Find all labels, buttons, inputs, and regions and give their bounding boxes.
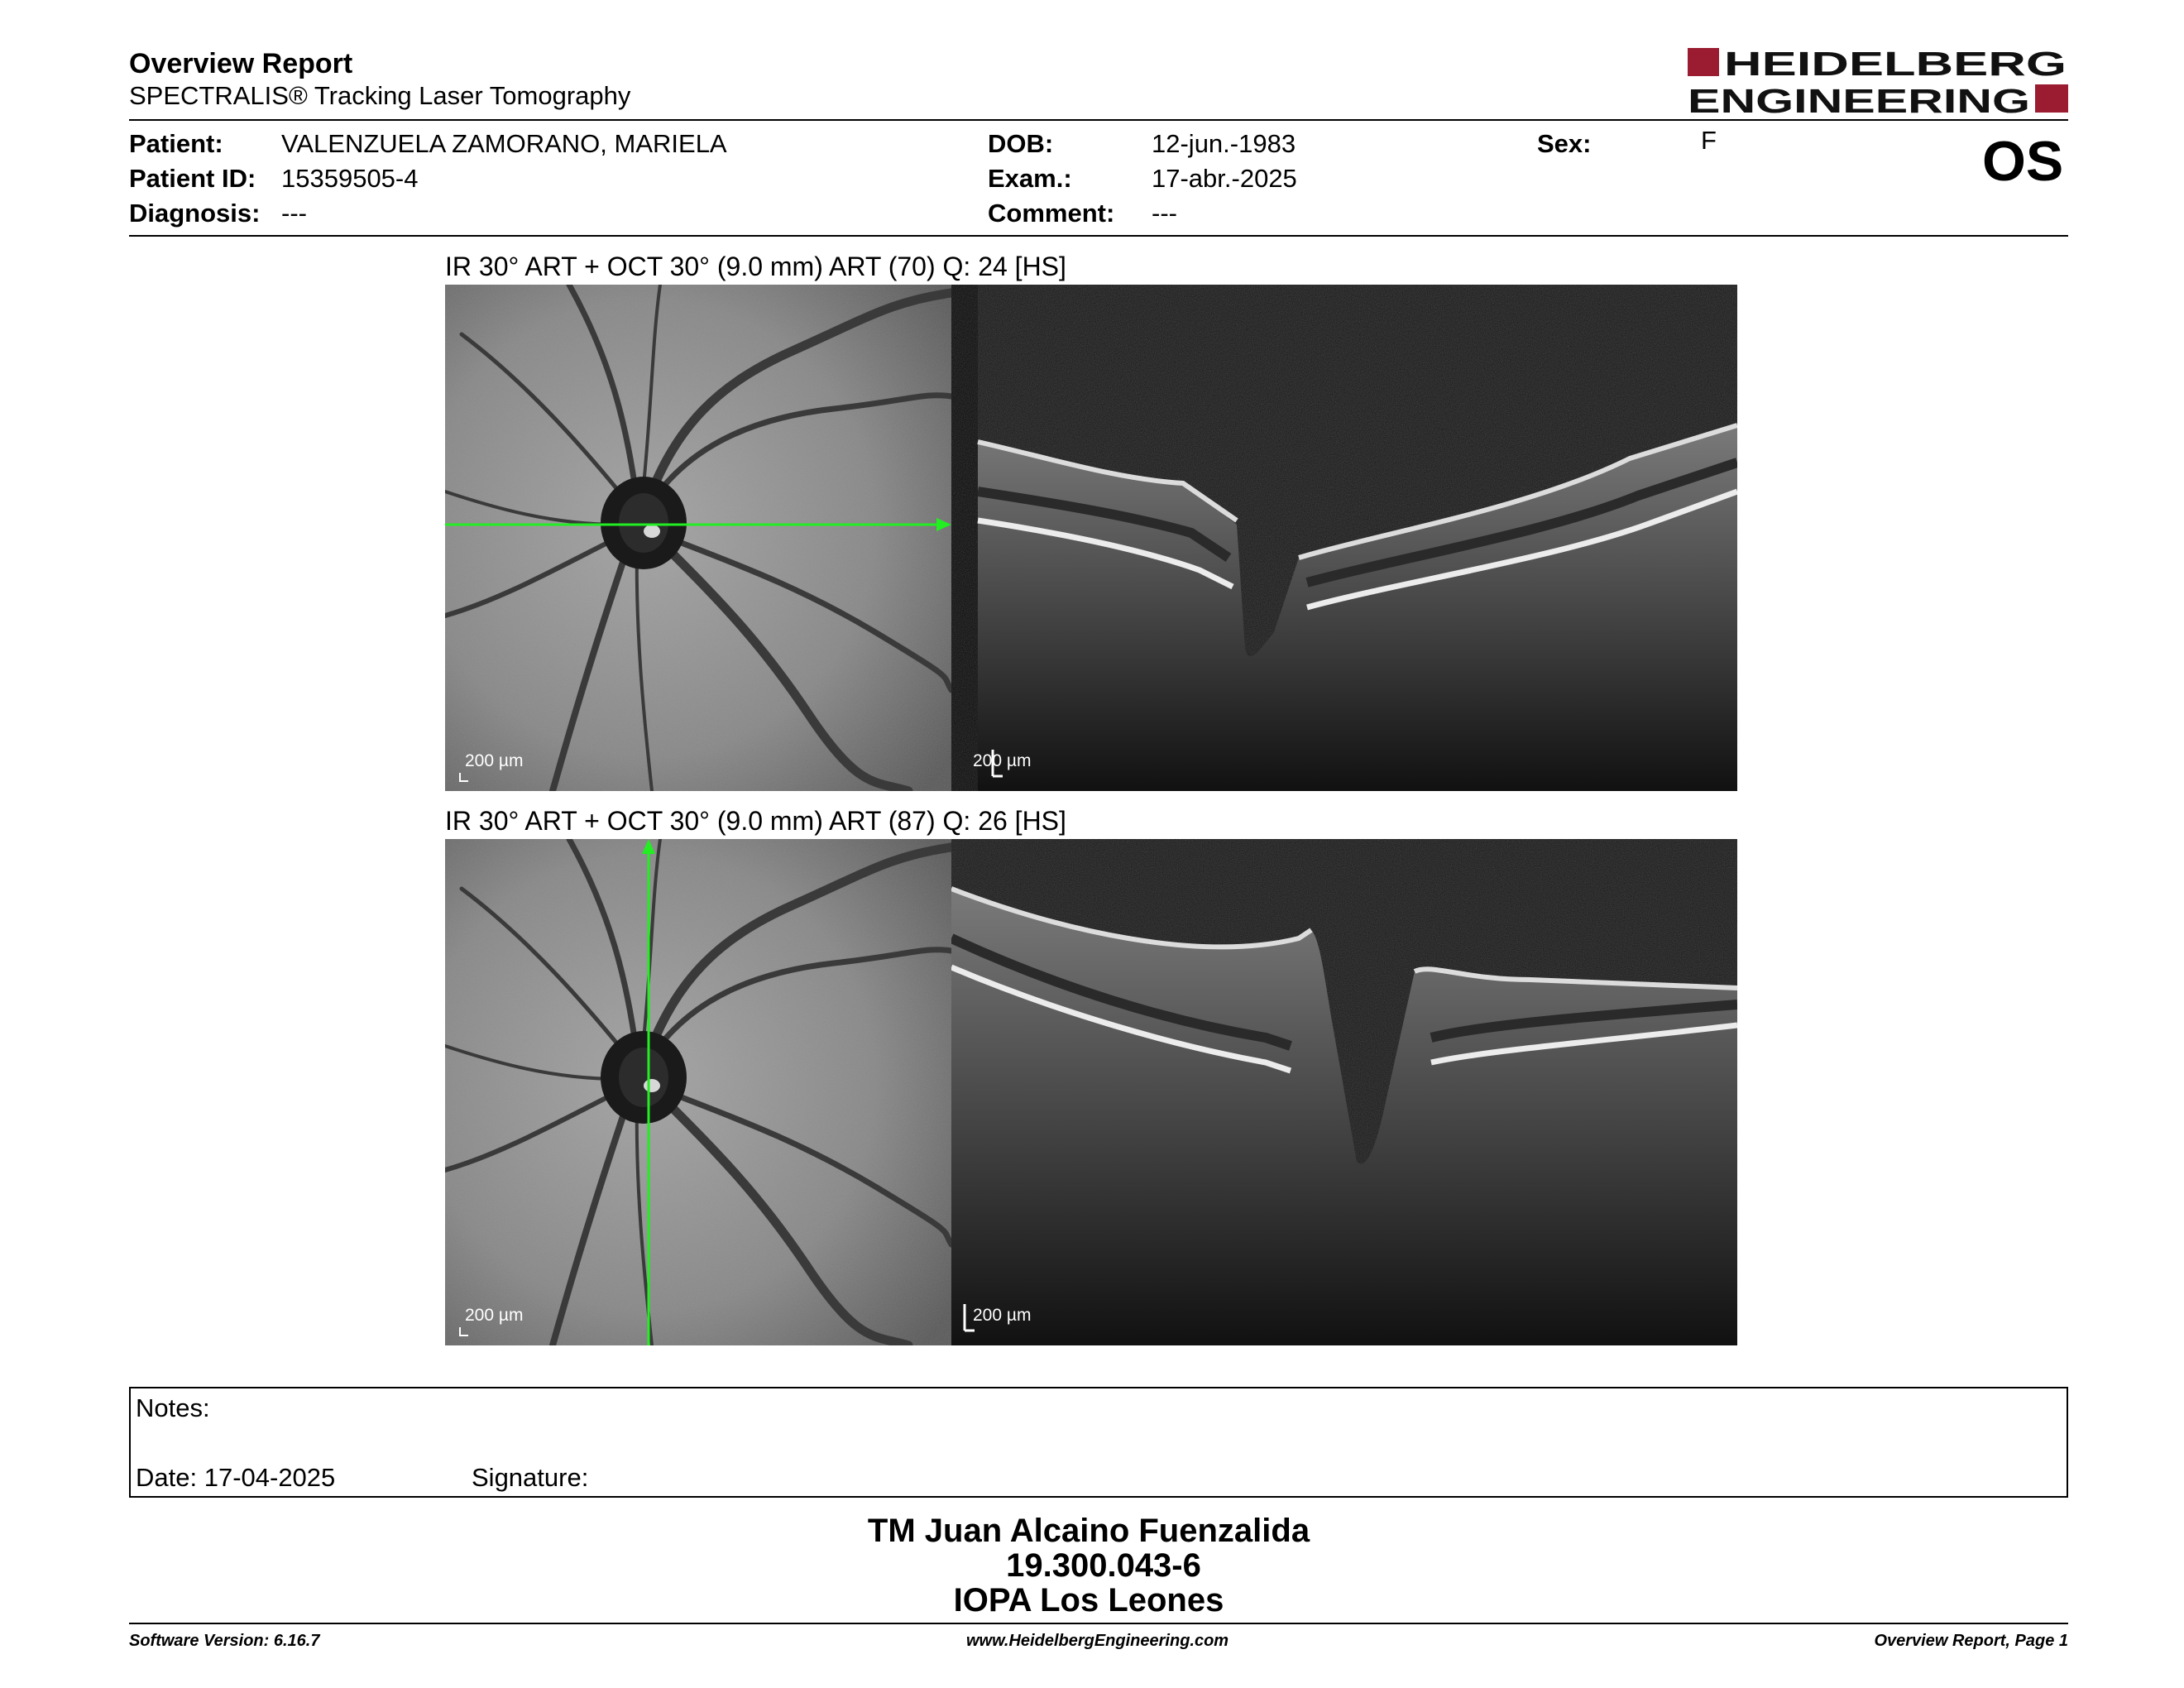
signature-label: Signature: (472, 1463, 589, 1492)
logo-line1: HEIDELBERG (1724, 46, 2067, 83)
dob-value: 12-jun.-1983 (1152, 129, 1296, 158)
sex-value: F (1701, 126, 1717, 155)
patient-label: Patient: (129, 129, 223, 158)
oct-scale-label: 200 µm (973, 751, 1032, 770)
website-link[interactable]: www.HeidelbergEngineering.com (966, 1632, 1229, 1650)
patient-divider (129, 235, 2068, 237)
sex-label: Sex: (1537, 129, 1592, 158)
scan-title: IR 30° ART + OCT 30° (9.0 mm) ART (87) Q: 26 [HS] (445, 806, 1066, 836)
logo-line2: ENGINEERING (1688, 82, 2030, 117)
signer-clinic: IOPA Los Leones (953, 1582, 1224, 1618)
ir-fundus-image (445, 285, 951, 791)
diagnosis-value: --- (281, 199, 307, 228)
exam-value: 17-abr.-2025 (1152, 164, 1297, 193)
comment-value: --- (1152, 199, 1177, 228)
signer-name: TM Juan Alcaino Fuenzalida (867, 1513, 1310, 1549)
dob-label: DOB: (988, 129, 1054, 158)
oct-bscan-image (951, 285, 1737, 791)
ir-fundus-image (445, 839, 951, 1345)
heidelberg-logo (1688, 46, 2068, 117)
report-title: Overview Report (129, 48, 353, 79)
patient-name: VALENZUELA ZAMORANO, MARIELA (281, 129, 727, 158)
page-number: Overview Report, Page 1 (1874, 1632, 2068, 1650)
comment-label: Comment: (988, 199, 1115, 228)
eye-indicator: OS (1982, 130, 2064, 193)
exam-label: Exam.: (988, 164, 1072, 193)
oct-bscan-image (951, 839, 1737, 1345)
patient-id-label: Patient ID: (129, 164, 256, 193)
ir-scale-label: 200 µm (465, 1306, 524, 1325)
oct-scale-label: 200 µm (973, 1306, 1032, 1325)
diagnosis-label: Diagnosis: (129, 199, 261, 228)
notes-label: Notes: (136, 1393, 210, 1422)
software-version: Software Version: 6.16.7 (129, 1632, 320, 1650)
patient-id: 15359505-4 (281, 164, 419, 193)
header-divider (129, 119, 2068, 121)
scan-title: IR 30° ART + OCT 30° (9.0 mm) ART (70) Q: 24 [HS] (445, 252, 1066, 281)
notes-date: Date: 17-04-2025 (136, 1463, 336, 1492)
ir-scale-label: 200 µm (465, 751, 524, 770)
footer-divider (129, 1623, 2068, 1624)
report-subtitle: SPECTRALIS® Tracking Laser Tomography (129, 81, 631, 110)
signer-id: 19.300.043-6 (1006, 1547, 1201, 1584)
notes-box (129, 1387, 2068, 1498)
